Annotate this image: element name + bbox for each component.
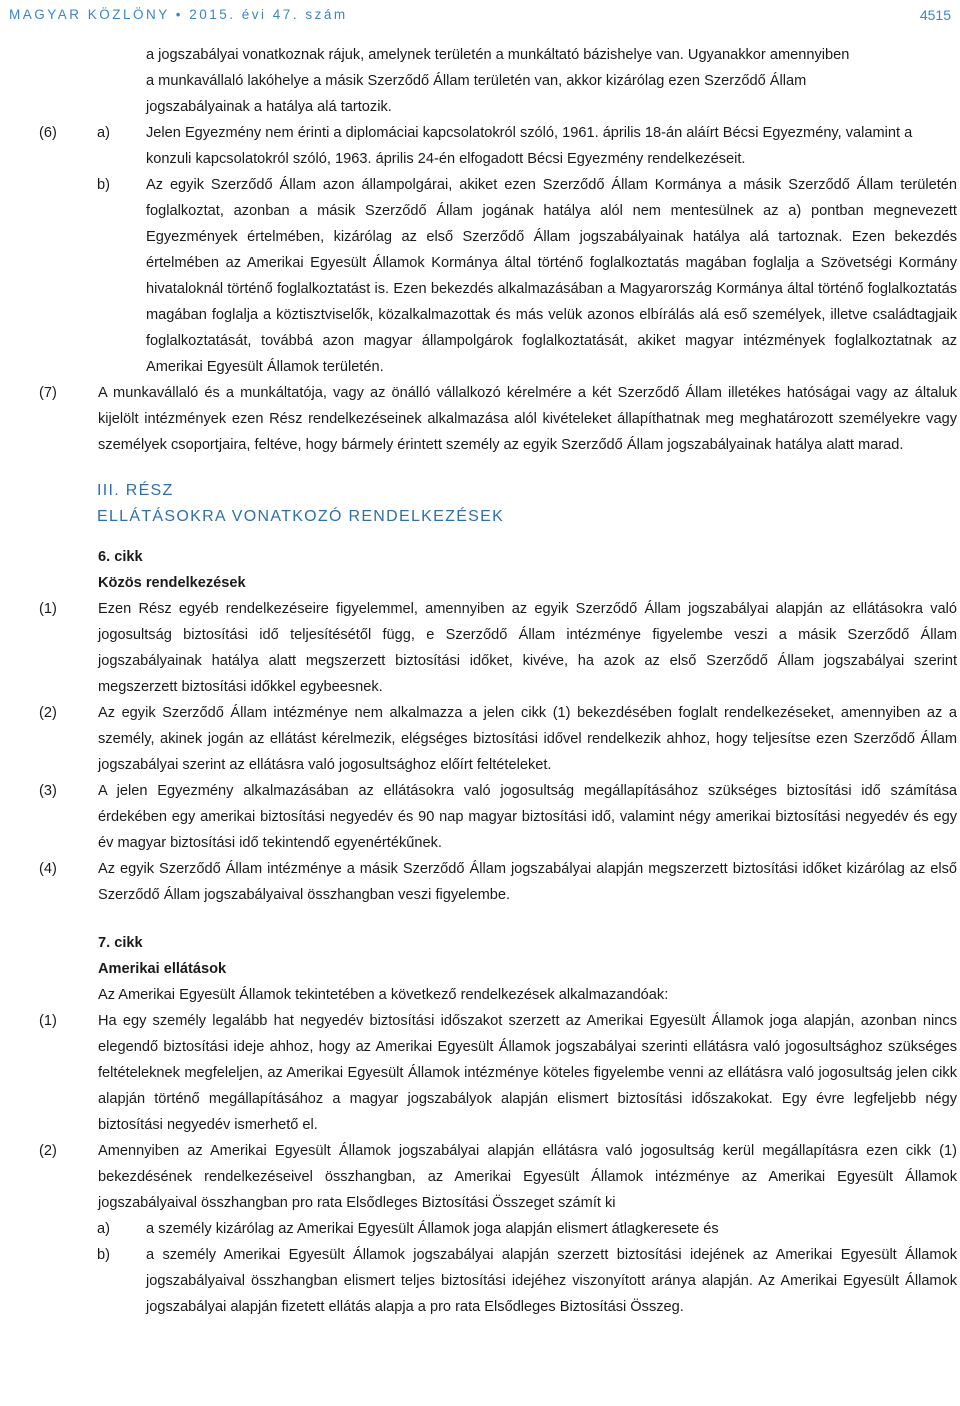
- part-title: ELLÁTÁSOKRA VONATKOZÓ RENDELKEZÉSEK: [97, 508, 505, 525]
- paragraph-6b: [0, 172, 960, 380]
- paragraph-number: (1): [39, 1013, 57, 1029]
- paragraph-text: A munkavállaló és a munkáltatója, vagy az önálló vállalkozó kérelmére a két Szerződő Állam illetékes hatóságai vagy az általuk kijelölt intézmények ezen Rész rendelkezéseinek alkalmazása alól kivételeket állapíthatnak meg meghatározott személyekre vagy személyek csoportjaira, feltéve, hogy bármely érintett személy az egyik Szerződő Állam jogszabályainak hatálya alatt marad.: [98, 385, 957, 453]
- article-paragraph: [0, 1008, 960, 1138]
- intro-line: jogszabályainak a hatálya alá tartozik.: [146, 99, 392, 115]
- point-label: a): [97, 1221, 110, 1237]
- page-header: [9, 0, 951, 26]
- paragraph-text: a személy kizárólag az Amerikai Egyesült Államok joga alapján elismert átlagkeresete és: [146, 1221, 719, 1237]
- intro-paragraph: [146, 42, 957, 120]
- paragraph-6a: [0, 120, 960, 172]
- article-number: 6. cikk: [98, 549, 143, 565]
- paragraph-number: (3): [39, 783, 57, 799]
- document-body: [0, 42, 960, 1320]
- paragraph-text: A jelen Egyezmény alkalmazásában az ellátásokra való jogosultság megállapításához szükséges biztosítási idő számítása érdekében egy amerikai biztosítási negyedév és 90 nap magyar biztosítási idő, valamint négy amerikai biztosítási negyedév és egy év magyar biztosítási idő tekintendő egyenértékűnek.: [98, 783, 957, 851]
- article-paragraph: [0, 778, 960, 856]
- point-b: [0, 1242, 960, 1320]
- paragraph-text: Az egyik Szerződő Állam azon állampolgárai, akiket ezen Szerződő Állam Kormánya a másik Szerződő Állam területén foglalkoztat, azonban a másik Szerződő Állam jogának hatálya alól nem mentesülnek az a) pontban megnevezett Egyezmények értelmében, kizárólag az első Szerződő Állam jogszabályainak hatálya alá tartoznak. Ezen bekezdés értelmében az Amerikai Egyesült Államok Kormánya által történő foglalkoztatás magában foglalja a Szövetségi Kormány hivataloknál történő foglalkoztatást is. Ezen bekezdés alkalmazásában a Magyarország Kormánya által történő foglalkoztatás magában foglalja a köztisztviselők, közalkalmazottak és más velük azonos elbírálás alá eső személyek, illetve családtagjaik foglalkoztatását, továbbá azon magyar állampolgárok foglalkoztatását, akiket magyar intézmények foglalkoztatnak az Amerikai Egyesült Államok területén.: [146, 177, 957, 375]
- paragraph-text: Az egyik Szerződő Állam intézménye nem alkalmazza a jelen cikk (1) bekezdésében foglalt rendelkezéseket, amennyiben az a személy, akinek jogán az ellátást kérelmezik, elégséges biztosítási idővel rendelkezik ahhoz, hogy teljesítse ezen Szerződő Állam jogszabályai szerint az ellátásra való jogosultsághoz előírt feltételeket.: [98, 705, 957, 773]
- article-title: Közös rendelkezések: [98, 575, 246, 591]
- page-number: 4515: [919, 7, 951, 23]
- article-intro: Az Amerikai Egyesült Államok tekintetében a következő rendelkezések alkalmazandóak:: [98, 987, 669, 1003]
- paragraph-text: Az egyik Szerződő Állam intézménye a másik Szerződő Állam jogszabályai alapján megszerzett biztosítási időket kizárólag az első Szerződő Állam jogszabályaival összhangban veszi figyelembe.: [98, 861, 957, 903]
- point-label: b): [97, 177, 110, 193]
- point-a: [0, 1216, 960, 1242]
- article-title: Amerikai ellátások: [98, 961, 227, 977]
- part-label: III. RÉSZ: [97, 482, 174, 499]
- point-label: b): [97, 1247, 110, 1263]
- intro-line: a jogszabályai vonatkoznak rájuk, amelynek területén a munkáltató bázishelye van. Ugyanakkor amennyiben: [146, 47, 850, 63]
- paragraph-number: (4): [39, 861, 57, 877]
- article-paragraph: [0, 856, 960, 908]
- paragraph-number: (2): [39, 705, 57, 721]
- article-number: 7. cikk: [98, 935, 143, 951]
- paragraph-text: Amennyiben az Amerikai Egyesült Államok jogszabályai alapján ellátásra való jogosultság kerül megállapításra ezen cikk (1) bekezdésének rendelkezéseivel összhangban, az Amerikai Egyesült Államok intézménye az Amerikai Egyesült Államok jogszabályaival összhangban pro rata Elsődleges Biztosítási Összeget számít ki: [98, 1143, 957, 1211]
- article-paragraph: [0, 596, 960, 700]
- paragraph-text: Jelen Egyezmény nem érinti a diplomáciai kapcsolatokról szóló, 1961. április 18-án aláírt Bécsi Egyezmény, valamint a konzuli kapcsolatokról szóló, 1963. április 24-én elfogadott Bécsi Egyezmény rendelkezéseit.: [146, 125, 913, 167]
- paragraph-number: (6): [39, 125, 57, 141]
- paragraph-text: Ezen Rész egyéb rendelkezéseire figyelemmel, amennyiben az egyik Szerződő Állam jogszabályai alapján az ellátásokra való jogosultság biztosítási idő teljesítésétől függ, e Szerződő Állam intézménye figyelembe veszi a másik Szerződő Állam jogszabályainak hatálya alatt megszerzett biztosítási időket, kivéve, ha azok az első Szerződő Állam jogszabályai szerint megszerzett biztosítási időkkel egybeesnek.: [98, 601, 957, 695]
- journal-title: MAGYAR KÖZLÖNY • 2015. évi 47. szám: [9, 7, 348, 22]
- paragraph-7: [0, 380, 960, 458]
- paragraph-text: a személy Amerikai Egyesült Államok jogszabályai alapján szerzett biztosítási idejének az Amerikai Egyesült Államok jogszabályaival összhangban elismert teljes biztosítási idejéhez viszonyított aránya alapján. Az Amerikai Egyesült Államok jogszabályai alapján fizetett ellátás alapja a pro rata Elsődleges Biztosítási Összeg.: [146, 1247, 957, 1315]
- paragraph-number: (7): [39, 385, 57, 401]
- paragraph-number: (2): [39, 1143, 57, 1159]
- paragraph-number: (1): [39, 601, 57, 617]
- article-paragraph: [0, 700, 960, 778]
- paragraph-text: Ha egy személy legalább hat negyedév biztosítási időszakot szerzett az Amerikai Egyesült Államok joga alapján, azonban nincs elegendő biztosítási ideje ahhoz, hogy az Amerikai Egyesült Államok jogszabályai szerinti ellátásra való jogosultsághoz szükséges feltételeknek megfeleljen, az Amerikai Egyesült Államok intézménye köteles figyelembe venni az ellátásra való jogosultság jelen cikk alapján történő megállapításához a magyar jogszabályok alapján elismert biztosítási időszakokat. Egy évre legfeljebb négy biztosítási negyedév ismerhető el.: [98, 1013, 957, 1133]
- intro-line: a munkavállaló lakóhelye a másik Szerződő Állam területén van, akkor kizárólag ezen Szerződő Állam: [146, 73, 807, 89]
- point-label: a): [97, 125, 110, 141]
- article-paragraph: [0, 1138, 960, 1216]
